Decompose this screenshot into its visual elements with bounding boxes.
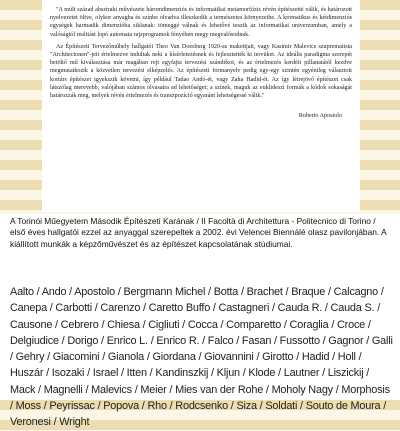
names-list: Aalto / Ando / Apostolo / Bergmann Michel / Botta / Brachet / Braque / Calcagno / Canepa / Carbotti / Carenzo / Caretto Buffo / Castagneri / Cauda R. / Cauda S. / Causone / Cebrero / Chiesa / Cigliuti / Cocca / Comparetto / Coraglia / Croce / Delgiudice / Dorigo / Enrico L. / Enrico R. / Falco / Fasan / Fussotto / Gagnor / Galli / Gehry / Giacomini / Gianola / Giordana / Giovannini / Girotto / Hadid / Holl / Huszár / Isozaki / Israel / Itten / Kandinszkij / Kljun / Klode / Lautner / Liszickij / Mack / Magnelli / Malevics / Meier / Mies van der Rohe / Moholy Nagy / Morphosis / Moss / Peyrissac / Popova / Rho / Rodcsenko / Siza / Soldati / Souto de Moura / Veronesi / Wright	[10, 286, 393, 429]
quote-author: Roberto Apostolo	[298, 113, 342, 120]
quote-box	[42, 0, 360, 212]
exhibition-description: A Torinói Műegyetem Második Építészeti Karának / II Facoltà di Architettura - Politecnico di Torino / első éves hallgatói ezzel az anyaggal szerepeltek a 2002. évi Velencei Biennálé olasz pavilonjában. A kiállított munkák a képzőművészet és az építészet kapcsolatának stúdiumai.	[10, 216, 387, 249]
quote-paragraph-2: Az Építészeti Tervezőműhely hallgatói Theo Van Doesburg 1920-as makettjait, vagy Kasimir Malevics szuprematista "Architectonen"-jeit értelmezve indultak neki a kísérletezésnek és fejlesztették ki tervüket. Az ideális paradigma szerepét betöltő mű kiválasztása már magában rejt egyfajta tervezési szándékot, és az értelmezés kerdéti pillanatától kezdve megmutatkozik a közvetlen tervezési elképzelés. Az építészeti formanyelv pedig egy-egy szintén egyénileg választott kortárs építészet igyekszik követni, így például Tadao Andó-ét, vagy Zaha Hadid-ét. Az így létrejövő építészet csak látszólag merevebb, valójában számos olvasatra ad lehetőséget; a színek, maguk az euklideszi formák a kódok sokaságát határozzák meg, melyek révén értelmezés és transzpozíció egyaránt lehetségessé válik."	[50, 43, 352, 100]
quote-paragraph-1: "A múlt század absztrakt művészete háromdimenziós és informatikai metamorfózis révén építészetté válik, és határozott nyelvezetet öltve, olykor anyagba és színbe olvadva illeszkedik a természetes környezetbe. A kromatikus és kétdimenziós egységek harmadik dimenzióba siklanak: tömeggé válnak és lehetővé teszik az informatikai univerzumban, amely a valóságtól realitást lopó automata rajzprogramok fényében megy megvalósodnak.	[50, 7, 352, 38]
info-panel	[0, 214, 400, 429]
